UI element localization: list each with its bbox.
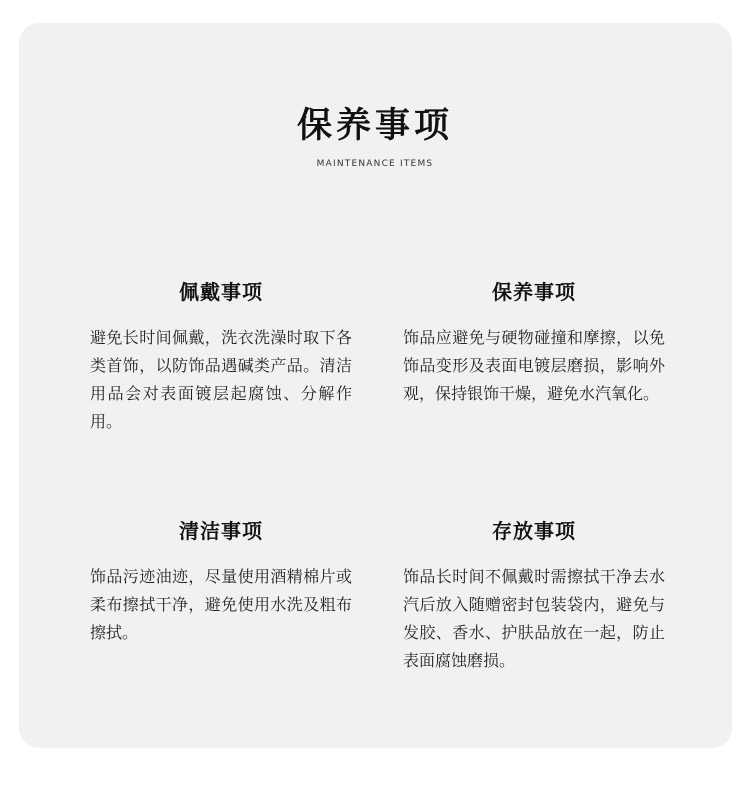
section-body: 饰品应避免与硬物碰撞和摩擦，以免饰品变形及表面电镀层磨损，影响外观，保持银饰干燥，避免水汽氧化。 [403,328,665,403]
page-subtitle: MAINTENANCE ITEMS [316,159,434,169]
section-storage [403,517,665,675]
section-title: 存放事项 [492,519,576,543]
section-cleaning [90,517,352,647]
section-wearing [90,278,352,436]
section-body: 饰品污迹油迹，尽量使用酒精棉片或柔布擦拭干净，避免使用水洗及粗布擦拭。 [90,567,352,642]
section-body: 饰品长时间不佩戴时需擦拭干净去水汽后放入随赠密封包装袋内，避免与发胶、香水、护肤品放在一起，防止表面腐蚀磨损。 [403,567,665,670]
section-title: 保养事项 [492,280,576,304]
section-body: 避免长时间佩戴，洗衣洗澡时取下各类首饰，以防饰品遇碱类产品。清洁用品会对表面镀层起腐蚀、分解作用。 [90,328,352,431]
section-title: 清洁事项 [179,519,263,543]
section-title: 佩戴事项 [179,280,263,304]
section-maintenance [403,278,665,408]
page-title: 保养事项 [296,106,453,146]
